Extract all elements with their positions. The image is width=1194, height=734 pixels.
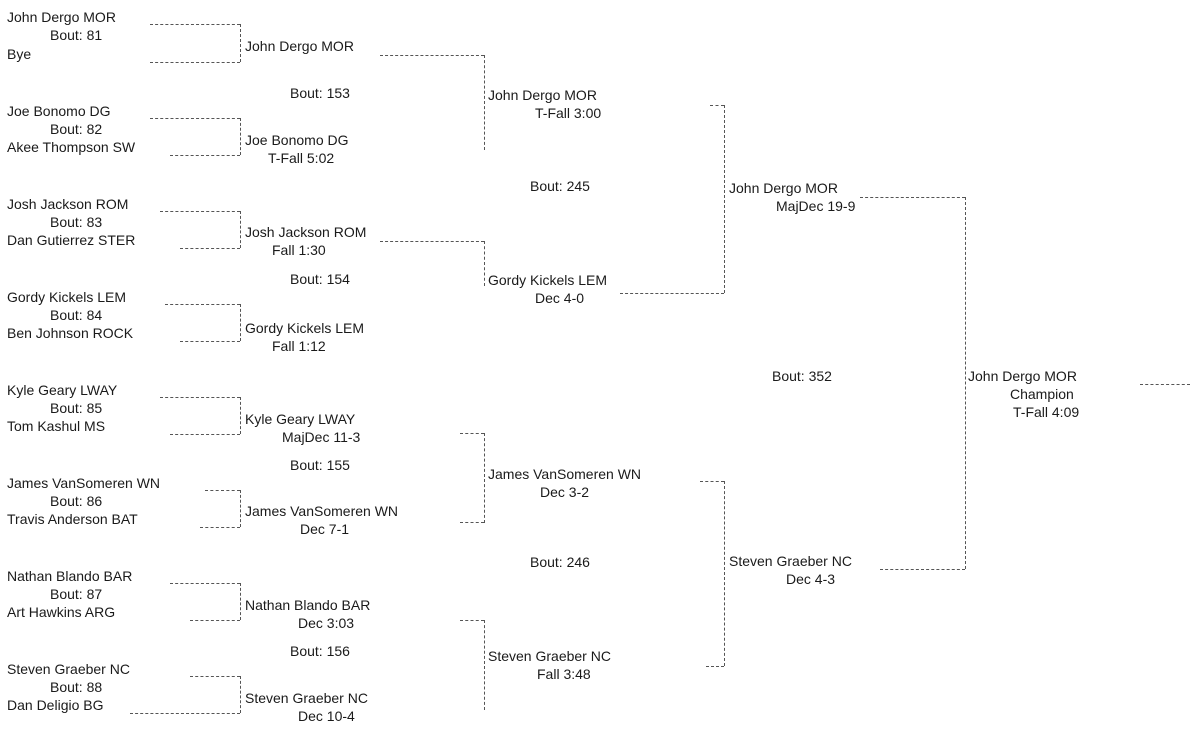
bracket-line [240,24,241,62]
bracket-line [240,490,241,527]
bracket-line [170,583,240,584]
r1-wrestler: Ben Johnson ROCK [7,325,134,341]
bracket-line [205,490,240,491]
r2-result: Dec 10-4 [298,708,355,724]
r2-bout: Bout: 153 [290,85,350,101]
r2-winner: Joe Bonomo DG [245,132,349,148]
r1-wrestler: Steven Graeber NC [7,661,130,677]
r1-wrestler: Dan Gutierrez STER [7,232,136,248]
bracket-line [200,527,240,528]
bracket-line [460,522,484,523]
bracket-line [160,211,240,212]
r2-winner: Josh Jackson ROM [245,224,367,240]
bracket-line [160,397,240,398]
bracket-line [150,62,240,63]
bracket-line [240,676,241,713]
r2-bout: Bout: 156 [290,643,350,659]
r2-bout: Bout: 154 [290,271,350,287]
r2-winner: Kyle Geary LWAY [245,411,356,427]
bracket-line [620,293,724,294]
bracket-line [724,105,725,293]
r1-wrestler: Joe Bonomo DG [7,103,111,119]
bracket-line [240,211,241,248]
r1-wrestler: John Dergo MOR [7,9,116,25]
bracket-line [460,620,484,621]
bracket-line [1140,384,1190,385]
r2-result: Fall 1:12 [272,338,326,354]
r2-winner: James VanSomeren WN [245,503,399,519]
bracket-line [190,620,240,621]
r4-winner: Steven Graeber NC [729,553,852,569]
bracket-line [965,197,966,569]
bracket-line [170,434,240,435]
r4-result: Dec 4-3 [786,571,836,587]
r1-wrestler: Josh Jackson ROM [7,196,129,212]
r2-winner: Gordy Kickels LEM [245,320,365,336]
r1-bout: Bout: 85 [50,400,103,416]
r1-wrestler: Dan Deligio BG [7,697,104,713]
r1-wrestler: Travis Anderson BAT [7,511,138,527]
r1-bout: Bout: 83 [50,214,103,230]
r1-wrestler: Art Hawkins ARG [7,604,116,620]
bracket-line [484,241,485,286]
r1-wrestler: James VanSomeren WN [7,475,161,491]
bracket-line [190,676,240,677]
r2-winner: Steven Graeber NC [245,690,368,706]
r1-bout: Bout: 81 [50,27,103,43]
bracket-line [180,248,240,249]
r3-winner: John Dergo MOR [488,87,597,103]
bracket-line [484,433,485,523]
bracket-line [170,155,240,156]
r4-bout: Bout: 352 [772,368,832,384]
r3-winner: Gordy Kickels LEM [488,272,608,288]
bracket-line [165,304,240,305]
r3-result: T-Fall 3:00 [535,105,602,121]
bracket-line [150,24,240,25]
bracket-line [380,55,484,56]
champion-title: Champion [1010,386,1074,402]
r2-bout: Bout: 155 [290,457,350,473]
bracket-line [860,197,965,198]
r2-winner: John Dergo MOR [245,38,354,54]
r1-wrestler: Gordy Kickels LEM [7,289,127,305]
bracket-line [240,304,241,341]
bracket-line [706,666,724,667]
r3-result: Fall 3:48 [537,666,591,682]
r3-result: Dec 3-2 [540,484,590,500]
r3-winner: James VanSomeren WN [488,466,642,482]
bracket-line [484,55,485,150]
bracket-line [240,583,241,620]
bracket-line [880,569,965,570]
r4-winner: John Dergo MOR [729,180,838,196]
bracket-line [380,241,484,242]
r2-result: Fall 1:30 [272,242,326,258]
r3-bout: Bout: 246 [530,554,590,570]
bracket-line [700,481,724,482]
bracket-line [484,620,485,710]
r1-bout: Bout: 82 [50,121,103,137]
champion-name: John Dergo MOR [968,368,1077,384]
r1-bout: Bout: 86 [50,493,103,509]
r3-bout: Bout: 245 [530,178,590,194]
bracket-line [240,118,241,155]
bracket-line [460,433,484,434]
r3-result: Dec 4-0 [535,290,585,306]
r1-wrestler: Kyle Geary LWAY [7,382,118,398]
r4-result: MajDec 19-9 [776,198,856,214]
r2-winner: Nathan Blando BAR [245,597,371,613]
r1-bout: Bout: 88 [50,679,103,695]
champion-result: T-Fall 4:09 [1013,404,1080,420]
r2-result: MajDec 11-3 [282,429,361,445]
bracket-line [240,397,241,434]
r1-wrestler: Nathan Blando BAR [7,568,133,584]
r2-result: Dec 3:03 [298,615,355,631]
bracket-line [180,341,240,342]
r1-bout: Bout: 87 [50,586,103,602]
r1-wrestler: Bye [7,46,32,62]
r3-winner: Steven Graeber NC [488,648,611,664]
r1-bout: Bout: 84 [50,307,103,323]
bracket-line [724,481,725,666]
r2-result: T-Fall 5:02 [268,150,335,166]
r1-wrestler: Tom Kashul MS [7,418,106,434]
bracket-line [150,118,240,119]
r1-wrestler: Akee Thompson SW [7,139,136,155]
r2-result: Dec 7-1 [300,521,350,537]
bracket-line [710,105,724,106]
bracket-line [130,713,240,714]
